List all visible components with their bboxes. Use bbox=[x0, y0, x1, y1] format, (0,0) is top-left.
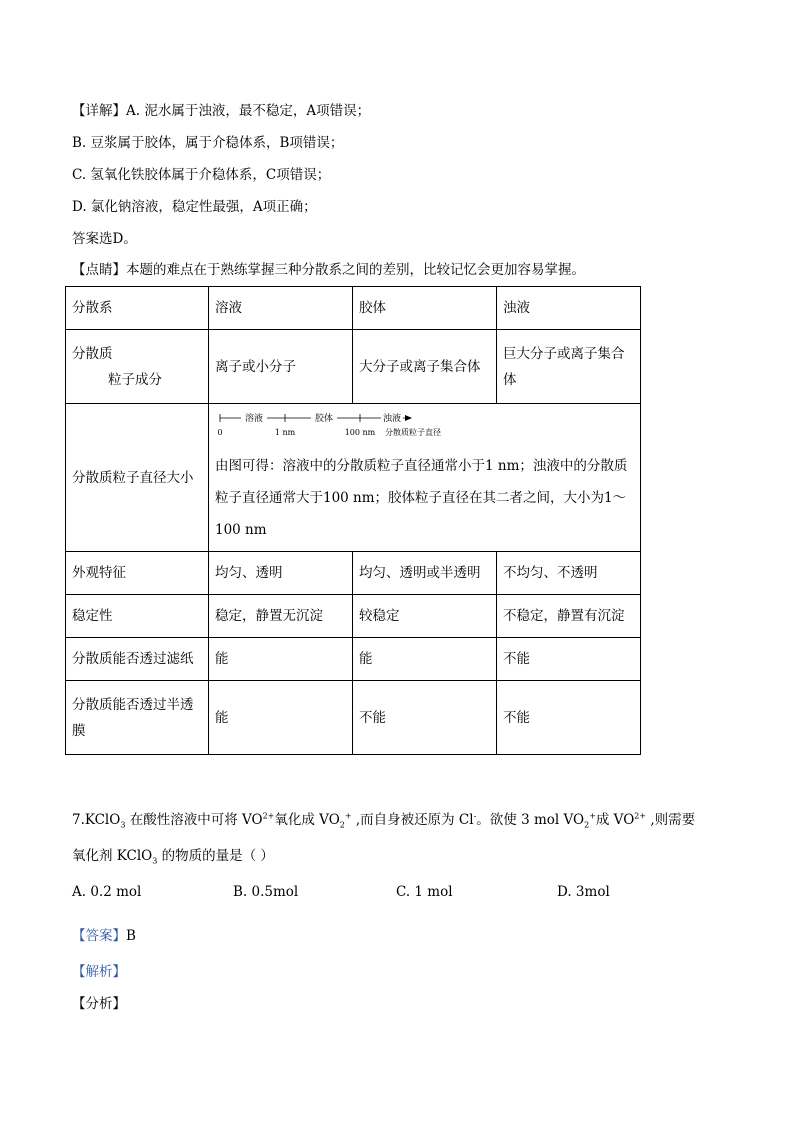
particle-size-diagram bbox=[215, 408, 455, 444]
table-row bbox=[66, 595, 641, 638]
diameter-explanation: 由图可得：溶液中的分散质粒子直径通常小于1 nm；浊液中的分散质粒子直径通常大于100 nm；胶体粒子直径在其二者之间，大小为1～100 nm bbox=[215, 458, 628, 538]
row-label-part: 分散质 bbox=[72, 345, 113, 362]
table-cell: 能 bbox=[209, 638, 353, 681]
detail-line-a: 【详解】A. 泥水属于浊液，最不稳定，A项错误； bbox=[72, 103, 371, 119]
question-text: 成 VO bbox=[595, 812, 635, 828]
table-cell: 较稳定 bbox=[353, 595, 497, 638]
table-row bbox=[66, 330, 641, 404]
subscript: 2 bbox=[584, 820, 590, 830]
dispersion-comparison-table bbox=[65, 286, 641, 755]
question-text: ,而自身被还原为 Cl bbox=[351, 812, 474, 828]
table-cell: 均匀、透明或半透明 bbox=[353, 552, 497, 595]
question-line-1 bbox=[72, 810, 695, 830]
answer-label: 【答案】 bbox=[72, 928, 126, 944]
table-cell: 能 bbox=[353, 638, 497, 681]
segment-label-colloid: 胶体 bbox=[314, 414, 334, 424]
detail-line-c: C. 氢氧化铁胶体属于介稳体系，C项错误； bbox=[72, 167, 331, 183]
tick-label-100nm: 100 nm bbox=[344, 428, 376, 437]
answer-choice-line: 答案选D。 bbox=[72, 231, 137, 247]
detail-line-b: B. 豆浆属于胶体，属于介稳体系，B项错误； bbox=[72, 135, 344, 151]
detail-line-d: D. 氯化钠溶液，稳定性最强，A项正确； bbox=[72, 199, 317, 215]
option-d: D. 3mol bbox=[557, 884, 610, 900]
fenxi-label: 【分析】 bbox=[72, 996, 126, 1012]
table-cell: 稳定，静置无沉淀 bbox=[209, 595, 353, 638]
table-row bbox=[66, 287, 641, 330]
question-text: 7.KClO bbox=[72, 812, 121, 828]
header-cell: 分散系 bbox=[66, 287, 209, 330]
table-cell: 不能 bbox=[353, 681, 497, 755]
option-a: A. 0.2 mol bbox=[72, 884, 142, 900]
table-cell: 不稳定，静置有沉淀 bbox=[497, 595, 641, 638]
table-cell: 巨大分子或离子集合体 bbox=[497, 330, 641, 404]
option-b: B. 0.5mol bbox=[233, 884, 299, 900]
row-label-part: 粒子成分 bbox=[108, 371, 162, 388]
superscript: - bbox=[473, 811, 477, 821]
segment-label-solution: 溶液 bbox=[244, 414, 264, 424]
table-cell: 能 bbox=[209, 681, 353, 755]
table-cell: 大分子或离子集合体 bbox=[353, 330, 497, 404]
row-label-cell: 分散质能否透过半透膜 bbox=[66, 681, 209, 755]
row-label-cell: 分散质粒子直径大小 bbox=[66, 404, 209, 552]
row-label-cell: 外观特征 bbox=[66, 552, 209, 595]
tick-label-zero: 0 bbox=[217, 428, 223, 437]
question-line-2 bbox=[72, 846, 274, 866]
table-cell: 不均匀、不透明 bbox=[497, 552, 641, 595]
row-label-cell bbox=[66, 330, 209, 404]
table-row bbox=[66, 638, 641, 681]
question-text: 的物质的量是（ ） bbox=[157, 848, 274, 864]
table-row bbox=[66, 404, 641, 552]
header-cell: 胶体 bbox=[353, 287, 497, 330]
header-cell: 溶液 bbox=[209, 287, 353, 330]
axis-title: 分散质粒子直径 bbox=[385, 428, 441, 437]
question-text: 在酸性溶液中可将 VO bbox=[125, 812, 263, 828]
analysis-label: 【解析】 bbox=[72, 964, 126, 980]
superscript: 2+ bbox=[262, 811, 275, 821]
tip-line: 【点睛】本题的难点在于熟练掌握三种分散系之间的差别，比较记忆会更加容易掌握。 bbox=[72, 262, 585, 278]
row-label-cell: 稳定性 bbox=[66, 595, 209, 638]
diameter-description-cell bbox=[209, 404, 641, 552]
question-text: ,则需要 bbox=[646, 812, 696, 828]
question-text: 氧化成 VO bbox=[274, 812, 340, 828]
subscript: 2 bbox=[339, 820, 345, 830]
subscript: 3 bbox=[152, 856, 158, 866]
table-row bbox=[66, 552, 641, 595]
table-row bbox=[66, 681, 641, 755]
table-cell: 不能 bbox=[497, 681, 641, 755]
superscript: + bbox=[589, 811, 596, 821]
segment-label-suspension: 浊液 bbox=[382, 414, 402, 424]
answer-line bbox=[72, 926, 136, 946]
row-label-cell: 分散质能否透过滤纸 bbox=[66, 638, 209, 681]
table-cell: 均匀、透明 bbox=[209, 552, 353, 595]
answer-value: B bbox=[126, 928, 136, 944]
table-cell: 不能 bbox=[497, 638, 641, 681]
tick-label-1nm: 1 nm bbox=[274, 428, 296, 437]
axis-arrow-icon bbox=[405, 415, 412, 421]
table-cell: 离子或小分子 bbox=[209, 330, 353, 404]
superscript: + bbox=[344, 811, 352, 821]
superscript: 2+ bbox=[634, 811, 647, 821]
subscript: 3 bbox=[120, 820, 126, 830]
question-text: 氧化剂 KClO bbox=[72, 848, 153, 864]
header-cell: 浊液 bbox=[497, 287, 641, 330]
option-c: C. 1 mol bbox=[396, 884, 453, 900]
question-text: 。欲使 3 mol VO bbox=[476, 812, 585, 828]
